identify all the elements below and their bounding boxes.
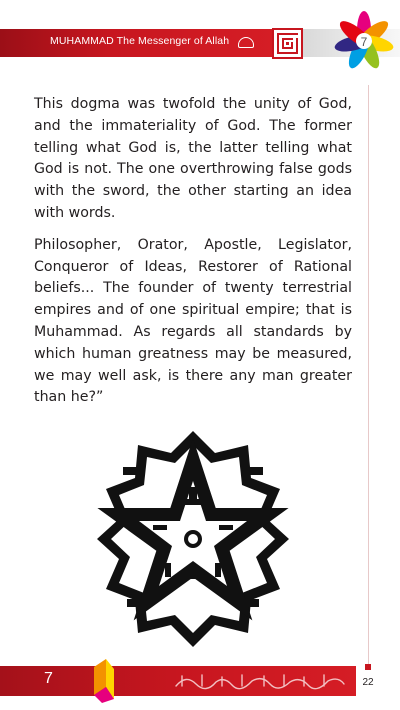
corner-mark: [365, 664, 371, 670]
chapter-number: 7: [44, 670, 53, 687]
seven-star-logo-icon: [333, 10, 395, 72]
paragraph: This dogma was twofold the unity of God, and the immateriality of God. The former telling what God is, the latter telling what God is not. The one overthrowing false gods with the sword, the other starting an idea with words.: [34, 96, 352, 221]
book-title: MUHAMMAD The Messenger of Allah: [50, 35, 230, 47]
arabic-calligraphy-icon: [172, 672, 348, 690]
page-content: [34, 94, 352, 419]
page-number: 22: [362, 677, 374, 688]
footer-ribbon-icon: [90, 659, 116, 703]
salawat-seal-icon: [238, 37, 254, 48]
kufic-square-icon: [272, 28, 303, 59]
kufic-star-emblem-icon: [82, 428, 304, 650]
margin-rule: [368, 85, 369, 665]
logo-number: 7: [360, 35, 368, 49]
paragraph: Philosopher, Orator, Apostle, Legislator, Conqueror of Ideas, Restorer of Rational beliefs... The founder of twenty terrestrial empires and of one spiritual empire; that is Muhammad. As regards all standards by which human greatness may be measured, we may well ask, is there any man greater than he?”: [34, 236, 352, 406]
